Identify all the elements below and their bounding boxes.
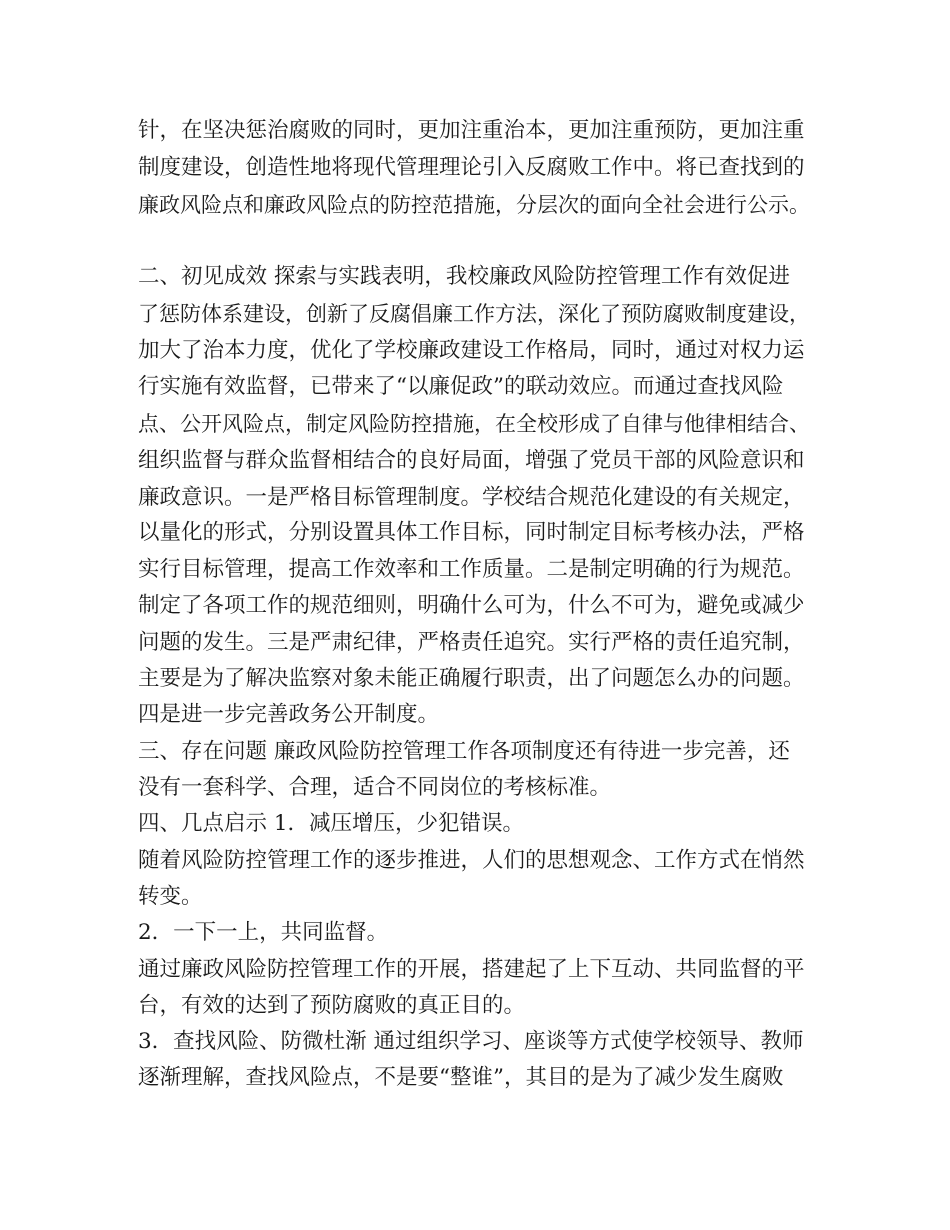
text-line: 问题的发生。三是严肃纪律，严格责任追究。实行严格的责任追究制，	[138, 630, 805, 655]
text-line: 实行目标管理，提高工作效率和工作质量。二是制定明确的行为规范。	[138, 557, 805, 582]
text-line: 针，在坚决惩治腐败的同时，更加注重治本，更加注重预防，更加注重	[138, 118, 805, 143]
section-heading-line: 三、存在问题 廉政风险防控管理工作各项制度还有待进一步完善，还	[138, 739, 790, 764]
text-line: 了惩防体系建设，创新了反腐倡廉工作方法，深化了预防腐败制度建设，	[138, 302, 810, 326]
subheading-line: 3．查找风险、防微杜渐 通过组织学习、座谈等方式使学校领导、教师	[138, 1029, 804, 1054]
text-line: 以量化的形式，分别设置具体工作目标，同时制定目标考核办法，严格	[138, 520, 805, 545]
text-line: 行实施有效监督，已带来了“以廉促政”的联动效应。而通过查找风险	[138, 374, 784, 399]
text-line: 组织监督与群众监督相结合的良好局面，增强了党员干部的风险意识和	[138, 448, 805, 473]
text-line: 台，有效的达到了预防腐败的真正目的。	[138, 993, 526, 1018]
text-line: 制定了各项工作的规范细则，明确什么可为，什么不可为，避免或减少	[138, 593, 805, 618]
text-line: 廉政意识。一是严格目标管理制度。学校结合规范化建设的有关规定，	[138, 485, 805, 510]
text-line: 廉政风险点和廉政风险点的防控范措施，分层次的面向全社会进行公示。	[138, 193, 810, 217]
text-line: 转变。	[138, 884, 203, 909]
text-line: 逐渐理解，查找风险点，不是要“整谁”，其目的是为了减少发生腐败	[138, 1065, 784, 1090]
section-heading-line: 四、几点启示 1．减压增压，少犯错误。	[138, 811, 525, 836]
subheading-line: 2．一下一上，共同监督。	[138, 920, 389, 945]
text-line: 主要是为了解决监察对象未能正确履行职责，出了问题怎么办的问题。	[138, 666, 805, 691]
text-line: 随着风险防控管理工作的逐步推进，人们的思想观念、工作方式在悄然	[138, 848, 805, 873]
text-line: 加大了治本力度，优化了学校廉政建设工作格局，同时，通过对权力运	[138, 338, 805, 363]
section-heading-line: 二、初见成效 探索与实践表明，我校廉政风险防控管理工作有效促进	[138, 264, 790, 289]
text-line: 没有一套科学、合理，适合不同岗位的考核标准。	[138, 775, 612, 800]
text-line: 点、公开风险点，制定风险防控措施，在全校形成了自律与他律相结合、	[138, 412, 810, 436]
text-line: 制度建设，创造性地将现代管理理论引入反腐败工作中。将已查找到的	[138, 155, 805, 180]
text-line: 四是进一步完善政务公开制度。	[138, 702, 440, 727]
text-line: 通过廉政风险防控管理工作的开展，搭建起了上下互动、共同监督的平	[138, 957, 805, 982]
